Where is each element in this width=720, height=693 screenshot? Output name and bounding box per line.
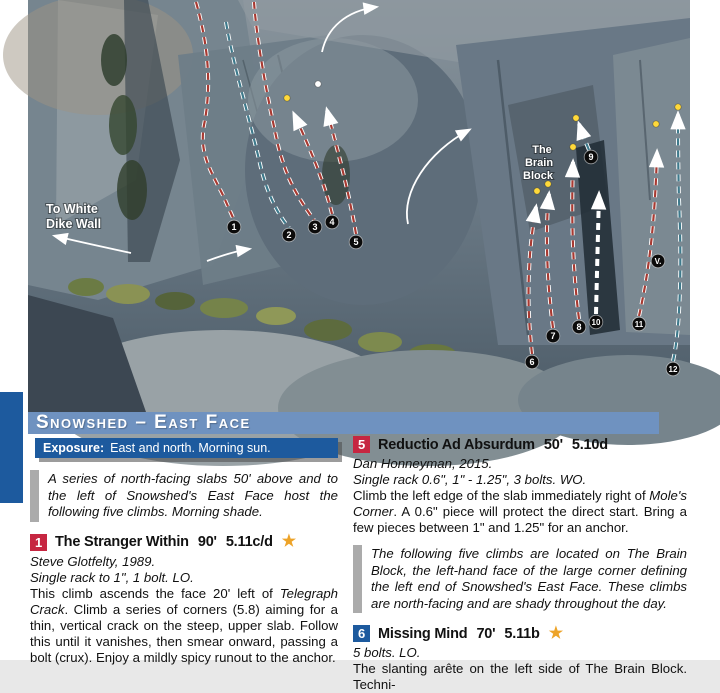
svg-text:9: 9 — [588, 152, 594, 163]
route-number-badge: 5 — [353, 436, 370, 453]
route-entry-6 — [353, 625, 687, 693]
exposure-text: East and north. Morning sun. — [110, 441, 271, 455]
gear-line: Single rack 0.6", 1" - 1.25", 3 bolts. WO. — [353, 472, 587, 487]
route-number-badge: 1 — [30, 534, 47, 551]
bolt-anchor-dot — [284, 95, 290, 101]
route-marker-V. — [651, 254, 665, 268]
note-bar — [30, 470, 39, 522]
intro-note — [30, 470, 338, 522]
route-marker-9 — [584, 150, 598, 164]
route-marker-8 — [572, 320, 586, 334]
star-icon: ★ — [281, 533, 296, 551]
route-grade: 5.11b — [504, 625, 540, 642]
intro-note-text: A series of north-facing slabs 50' above and to the left of Snowshed's East Face host the following five climbs. Morning shade. — [48, 471, 338, 520]
left-column — [30, 468, 338, 666]
photo-label: The — [532, 144, 552, 156]
svg-text:5: 5 — [353, 237, 359, 248]
svg-text:10: 10 — [591, 318, 601, 328]
route-name: Reductio Ad Absurdum — [378, 436, 535, 453]
svg-text:6: 6 — [529, 357, 535, 368]
svg-text:11: 11 — [634, 320, 644, 330]
bolt-anchor-dot — [315, 81, 321, 87]
route-marker-2 — [282, 228, 296, 242]
svg-text:V.: V. — [654, 257, 662, 267]
crag-photo-svg — [28, 0, 690, 412]
exposure-label: Exposure: — [43, 441, 105, 455]
gear-line: 5 bolts. LO. — [353, 645, 421, 661]
note-bar — [353, 545, 362, 613]
crag-photo — [28, 0, 690, 412]
route-heading — [30, 534, 338, 551]
svg-text:12: 12 — [668, 365, 678, 375]
svg-text:3: 3 — [312, 222, 318, 233]
svg-text:7: 7 — [550, 331, 556, 342]
route-name: Missing Mind — [378, 625, 468, 642]
bolt-anchor-dot — [534, 188, 540, 194]
route-number-badge: 6 — [353, 625, 370, 642]
svg-text:1: 1 — [231, 222, 237, 233]
route-marker-5 — [349, 235, 363, 249]
route-name: The Stranger Within — [55, 534, 189, 551]
route-marker-6 — [525, 355, 539, 369]
route-marker-10 — [589, 315, 603, 329]
bolt-anchor-dot — [570, 144, 576, 150]
route-marker-3 — [308, 220, 322, 234]
route-heading — [353, 436, 687, 453]
photo-label: Block — [523, 170, 553, 182]
bolt-anchor-dot — [573, 115, 579, 121]
first-ascent: Dan Honneyman, 2015. — [353, 456, 493, 471]
section-header — [28, 412, 659, 434]
star-icon: ★ — [548, 624, 563, 642]
bolt-anchor-dot — [653, 121, 659, 127]
route-marker-7 — [546, 329, 560, 343]
photo-label: Dike Wall — [46, 217, 102, 231]
right-column — [353, 434, 687, 693]
page-edge-tab — [0, 392, 23, 503]
route-grade: 5.11c/d — [225, 534, 273, 551]
exposure-bar — [35, 438, 338, 458]
brain-block-note — [353, 545, 687, 613]
route-entry-1 — [30, 534, 338, 666]
route-description: The slanting arête on the left side of The Brain Block. Techni- — [353, 661, 687, 693]
route-heading — [353, 625, 687, 642]
route-description: This climb ascends the face 20' left of Telegraph Crack. Climb a series of corners (5.8) aiming for a thin, vertical crack on the steep, upper slab. Follow this until it vanishes, then smear onward, passing a bolt (crux). Enjoy a mildly spicy runout to the anchor. — [30, 585, 338, 665]
route-length: 70' — [476, 625, 496, 642]
section-title: Snowshed – East Face — [36, 412, 251, 433]
svg-text:4: 4 — [329, 217, 335, 228]
rock-background — [3, 0, 720, 466]
route-length: 90' — [197, 534, 217, 551]
photo-label: To White — [46, 202, 98, 216]
bolt-anchor-dot — [675, 104, 681, 110]
route-marker-11 — [632, 317, 646, 331]
route-marker-4 — [325, 215, 339, 229]
brain-block-note-text: The following five climbs are located on The Brain Block, the left-hand face of the large corner defining the left end of Snowshed's East Face. These climbs are north-facing and are shady throughout the day. — [371, 546, 687, 611]
svg-text:2: 2 — [286, 230, 292, 241]
svg-text:8: 8 — [576, 322, 582, 333]
gear-line: Single rack to 1", 1 bolt. LO. — [30, 569, 194, 585]
photo-label: Brain — [524, 157, 554, 169]
route-length: 50' — [543, 436, 563, 453]
first-ascent: Steve Glotfelty, 1989. — [30, 553, 156, 569]
route-marker-1 — [227, 220, 241, 234]
route-entry-5 — [353, 436, 687, 536]
route-description: Climb the left edge of the slab immediately right of Mole's Corner. A 0.6" piece will protect the direct start. Bring a few pieces between 1" and 1.25" for an anchor. — [353, 488, 687, 535]
route-grade: 5.10d — [571, 436, 608, 453]
route-marker-12 — [666, 362, 680, 376]
